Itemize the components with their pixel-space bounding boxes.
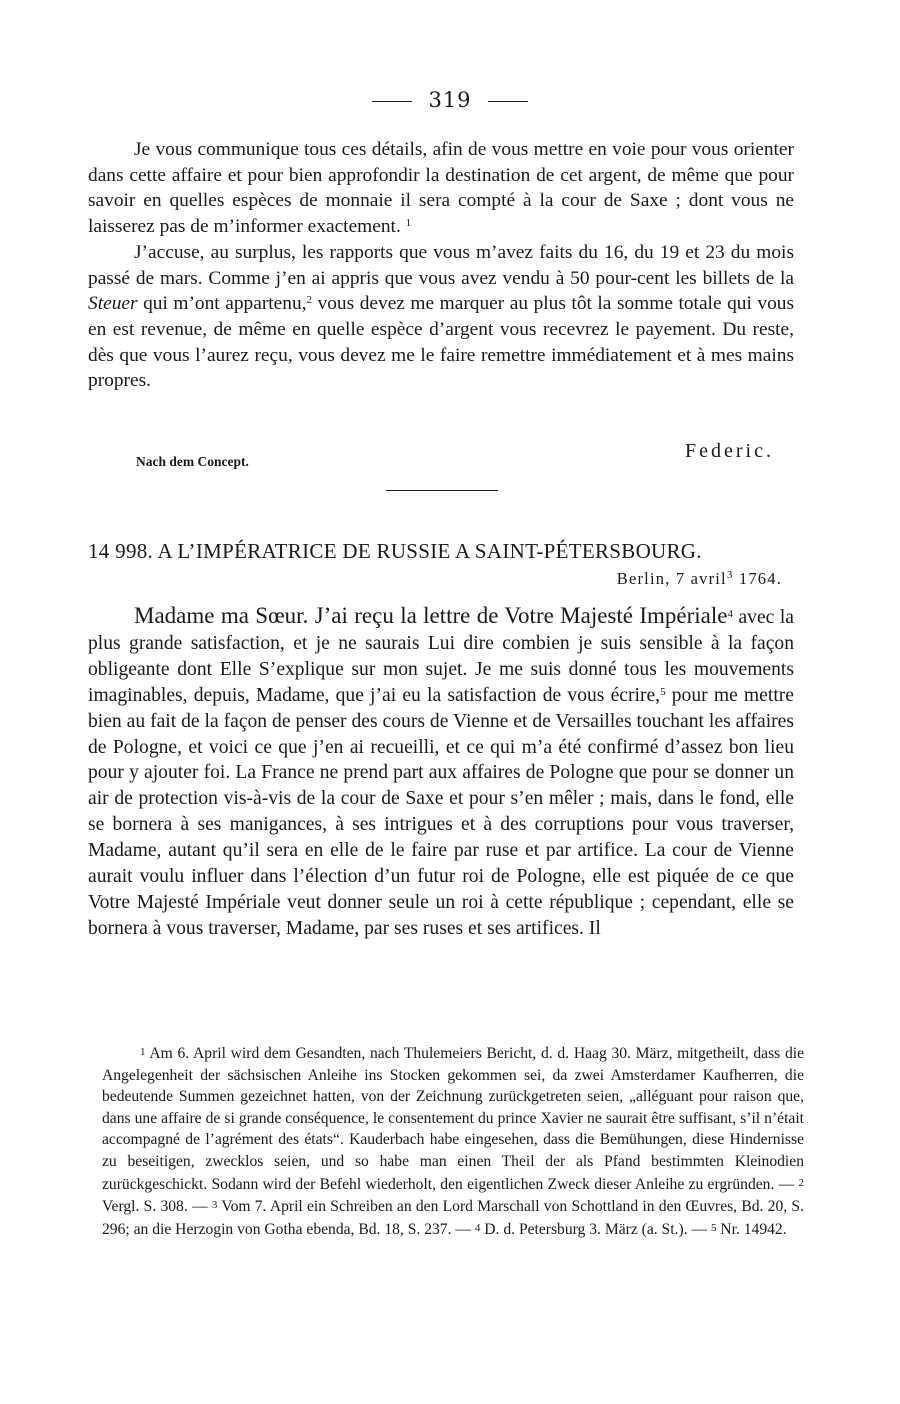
- footnote-ref-1[interactable]: 1: [405, 217, 412, 230]
- footnote-text-5: Nr. 14942.: [716, 1220, 787, 1238]
- letter-two-text-c: pour me mettre bien au fait de la façon de penser des cours de Vienne et de Versailles touchant les affaires de Pologne, et voici ce que j’en ai recueilli, et ce qui m’a été confirmé d’assez bon lieu pour y ajouter foi. La France ne prend part aux affaires de Pologne que pour se donner un air de protection vis-à-vis de la cour de Saxe et pour s’en mêler ; mais, dans le fond, elle se bornera à ses manigances, à ses intrigues et à des corruptions pour vous traverser, Madame, autant qu’il sera en elle de le faire par ruse et par artifice. La cour de Vienne aurait voulu influer dans l’élection d’un futur roi de Pologne, elle est piquée de ce que Votre Majesté Impériale veut donner seule un roi à cette république ; cependant, elle se bornera à vous traverser, Madame, par ses ruses et ses artifices. Il: [88, 684, 794, 939]
- letter-two-paragraph: [88, 603, 794, 942]
- letter-one-paragraph-2-text-b: qui m’ont appartenu,: [137, 293, 307, 315]
- footnote-text-3: Vom 7. April ein Schreiben an den Lord Marschall von Schottland in den Œuvres, Bd. 20, S. 296; an die Herzogin von Gotha ebenda, Bd. 18, S. 237. —: [102, 1198, 804, 1238]
- footnote-ref-2[interactable]: 2: [306, 294, 313, 307]
- page-number: [0, 88, 900, 112]
- steuer-word: Steuer: [88, 293, 138, 315]
- footnote-text-2: Vergl. S. 308. —: [102, 1198, 212, 1216]
- letter-two-dateline: [617, 569, 782, 589]
- dateline-year: 1764.: [733, 569, 782, 588]
- dateline-place-date: Berlin, 7 avril: [616, 569, 727, 588]
- footnotes-paragraph: [102, 1042, 804, 1240]
- footnote-number-3: 3: [211, 1199, 218, 1212]
- letter-two-body: [88, 603, 794, 942]
- letter-two-text-a: Madame ma Sœur. J’ai reçu la lettre de Votre Majesté Impériale: [134, 603, 728, 628]
- footnote-number-4: 4: [474, 1221, 481, 1234]
- page-number-left-dash: [372, 101, 412, 102]
- letter-one-paragraph-2: [88, 240, 794, 394]
- page-number-right-dash: [488, 101, 528, 102]
- letter-one-paragraph-2-text-c: vous devez me marquer au plus tôt la somme totale qui vous en est revenue, de même en quelle espèce d’argent vous recevrez le payement. Du reste, dès que vous l’aurez reçu, vous devez me le faire remettre immédiatement et à mes mains propres.: [88, 293, 795, 392]
- footnotes: [102, 1042, 804, 1240]
- footnote-number-2: 2: [798, 1176, 804, 1189]
- signature: Federic.: [685, 440, 774, 462]
- page-number-value: 319: [428, 88, 472, 112]
- letter-two-heading: 14 998. A L’IMPÉRATRICE DE RUSSIE A SAINT-PÉTERSBOURG.: [88, 539, 702, 563]
- footnote-ref-5[interactable]: 5: [660, 685, 666, 698]
- letter-one-paragraph-1: [88, 137, 794, 240]
- letter-separator-rule: [386, 490, 498, 491]
- footnote-number-5: 5: [710, 1221, 717, 1234]
- footnote-ref-3[interactable]: 3: [726, 569, 734, 581]
- letter-one-body: [88, 137, 794, 394]
- footnote-number-1: 1: [140, 1046, 146, 1058]
- letter-two-text-b: avec la plus grande satisfaction, et je ne saurais Lui dire combien je suis sensible à la façon obligeante dont Elle S’explique sur mon sujet. Je me suis donné tous les mouvements imaginables, depuis, Madame, que j’ai eu la satisfaction de vous écrire,: [88, 607, 794, 706]
- letter-one-paragraph-1-text: Je vous communique tous ces détails, afin de vous mettre en voie pour vous orienter dans cette affaire et pour bien approfondir la destination de cet argent, de même que pour savoir en quelles espèces de monnaie il sera compté à la cour de Saxe ; dont vous ne laisserez pas de m’informer exactement.: [88, 139, 794, 238]
- letter-one-closing: [88, 436, 794, 476]
- source-note: Nach dem Concept.: [136, 454, 249, 469]
- letter-one-paragraph-2-text-a: J’accuse, au surplus, les rapports que vous m’avez faits du 16, du 19 et 23 du mois passé de mars. Comme j’en ai appris que vous avez vendu à 50 pour-cent les billets de la: [88, 241, 794, 289]
- footnote-text-4: D. d. Petersburg 3. März (a. St.). —: [480, 1220, 711, 1238]
- footnote-ref-4[interactable]: 4: [727, 608, 733, 620]
- footnote-text-1: Am 6. April wird dem Gesandten, nach Thulemeiers Bericht, d. d. Haag 30. März, mitgetheilt, dass die Angelegenheit der sächsischen Anleihe ins Stocken gekommen sei, da zwei Amsterdamer Kaufherren, die bedeutende Summen gezeichnet hatten, von der Zeichnung zurückgetreten seien, „alléguant pour raison que, dans une affaire de si grande conséquence, le consentement du prince Xavier ne saurait être suffisant, s’il n’était accompagné de l’agrément des états“. Kauderbach habe eingesehen, dass die Bemühungen, diese Hindernisse zu beseitigen, zwecklos seien, und so habe man einen Theil der als Pfand bestimmten Kleinodien zurückgeschickt. Sodann wird der Befehl wiederholt, den eigentlichen Zweck dieser Anleihe zu ergründen. —: [102, 1045, 804, 1193]
